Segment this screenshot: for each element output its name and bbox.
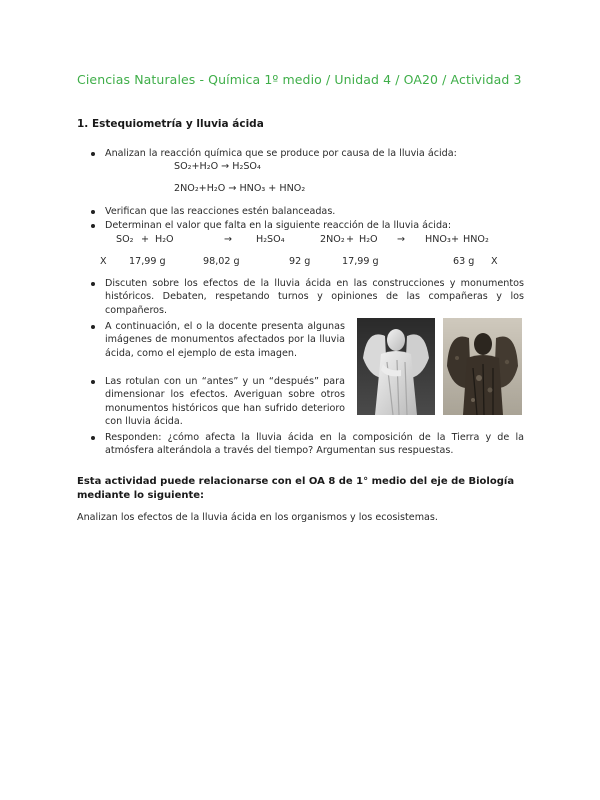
product-hno3: HNO₃	[425, 234, 451, 245]
bullet-verify: Verifican que las reacciones estén balanceadas.	[105, 205, 535, 218]
mass-value: 63 g	[453, 256, 475, 267]
bullet-respond: Responden: ¿cómo afecta la lluvia ácida en la composición de la Tierra y de la atmósfera alterándola a través del tiempo? Argumentan sus respuestas.	[105, 432, 524, 457]
equation-nitric: 2NO₂+H₂O → HNO₃ + HNO₂	[174, 183, 306, 194]
mass-value: 17,99 g	[129, 256, 166, 267]
mass-value: 17,99 g	[342, 256, 379, 267]
section-title: 1. Estequiometría y lluvia ácida	[77, 118, 264, 130]
reactant-h2o: H₂O	[155, 234, 174, 245]
reactant-so2: SO₂	[116, 234, 134, 245]
bullet-discuss: Discuten sobre los efectos de la lluvia ácida en las construcciones y monumentos históricos. Debaten, respetando turnos y opiniones de las compañeras y los compañeros.	[105, 278, 524, 316]
equation-sulfuric: SO₂+H₂O → H₂SO₄	[174, 161, 261, 172]
arrow-icon: →	[397, 234, 406, 245]
reactant-no2: 2NO₂	[320, 234, 345, 245]
note-title: Esta actividad puede relacionarse con el OA 8 de 1° medio del eje de Biología mediante lo siguiente:	[77, 476, 515, 501]
plus-sign: +	[141, 234, 150, 245]
arrow-icon: →	[224, 234, 233, 245]
mass-value: 98,02 g	[203, 256, 240, 267]
page-header: Ciencias Naturales - Química 1º medio / Unidad 4 / OA20 / Actividad 3	[77, 72, 522, 87]
mass-value: 92 g	[289, 256, 311, 267]
angel-statue-after-image	[443, 318, 522, 415]
plus-sign: +	[346, 234, 355, 245]
mass-unknown: X	[100, 256, 107, 267]
plus-sign: +	[451, 234, 460, 245]
bullet-label-images: Las rotulan con un “antes” y un “después” para dimensionar los efectos. Averiguan sobre otros monumentos históricos que han sufrido deterioro con lluvia ácida.	[105, 376, 345, 428]
product-hno2: HNO₂	[463, 234, 489, 245]
reactant-h2o: H₂O	[359, 234, 378, 245]
mass-unknown: X	[491, 256, 498, 267]
product-h2so4: H₂SO₄	[256, 234, 285, 245]
angel-statue-before-image	[357, 318, 435, 415]
note-text: Analizan los efectos de la lluvia ácida en los organismos y los ecosistemas.	[77, 512, 438, 523]
bullet-present-images: A continuación, el o la docente presenta algunas imágenes de monumentos afectados por la lluvia ácida, como el ejemplo de esta imagen.	[105, 321, 345, 359]
bullet-determine: Determinan el valor que falta en la siguiente reacción de la lluvia ácida:	[105, 219, 535, 232]
bullet-analyze: Analizan la reacción química que se produce por causa de la lluvia ácida:	[105, 147, 535, 160]
